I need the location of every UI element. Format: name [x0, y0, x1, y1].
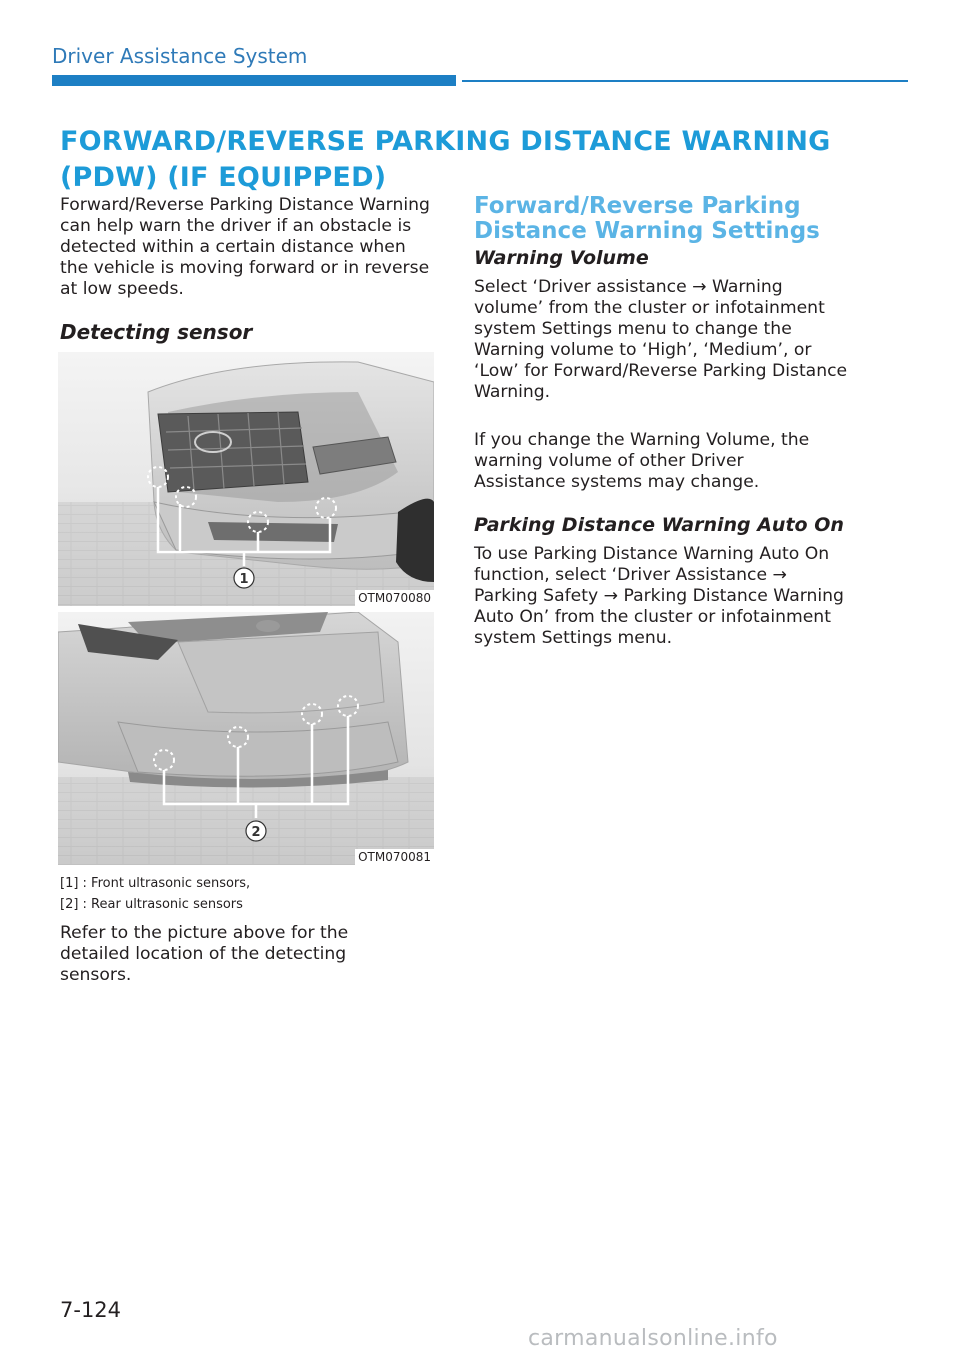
warning-volume-heading: Warning Volume: [474, 247, 649, 269]
front-sensor-figure: [58, 352, 434, 606]
watermark: carmanualsonline.info: [528, 1326, 778, 1351]
outro-paragraph: Refer to the picture above for the detailed location of the detecting sensors.: [60, 923, 349, 985]
page-title: FORWARD/REVERSE PARKING DISTANCE WARNING (PDW) (IF EQUIPPED): [60, 126, 831, 193]
warning-volume-note: If you change the Warning Volume, the warning volume of other Driver Assistance systems may change.: [474, 430, 810, 492]
figure-caption: [2] : Rear ultrasonic sensors: [60, 897, 243, 912]
rear-car-illustration: [58, 612, 434, 865]
section-label: Driver Assistance System: [52, 44, 308, 68]
callout-1-label: 1: [239, 572, 249, 587]
figure-code: OTM070081: [355, 849, 434, 865]
auto-on-paragraph: To use Parking Distance Warning Auto On function, select ‘Driver Assistance → Parking Safety → Parking Distance Warning Auto On’ from the cluster or infotainment system Settings menu.: [474, 544, 844, 648]
figure-code: OTM070080: [355, 590, 434, 606]
header-rule-bar: [52, 75, 456, 86]
detecting-sensor-heading: Detecting sensor: [60, 320, 253, 344]
header-rule-line: [462, 80, 908, 82]
settings-heading: Forward/Reverse Parking Distance Warning Settings: [474, 193, 820, 244]
auto-on-heading: Parking Distance Warning Auto On: [474, 514, 844, 536]
front-car-illustration: [58, 352, 434, 606]
rear-sensor-figure: [58, 612, 434, 865]
warning-volume-paragraph: Select ‘Driver assistance → Warning volume’ from the cluster or infotainment system Settings menu to change the Warning volume to ‘High’, ‘Medium’, or ‘Low’ for Forward/Reverse Parking Distance Warning.: [474, 277, 848, 402]
page-number: 7-124: [60, 1298, 122, 1322]
callout-2-label: 2: [251, 825, 261, 840]
figure-caption: [1] : Front ultrasonic sensors,: [60, 876, 251, 891]
intro-paragraph: Forward/Reverse Parking Distance Warning can help warn the driver if an obstacle is detected within a certain distance when the vehicle is moving forward or in reverse at low speeds.: [60, 195, 430, 299]
